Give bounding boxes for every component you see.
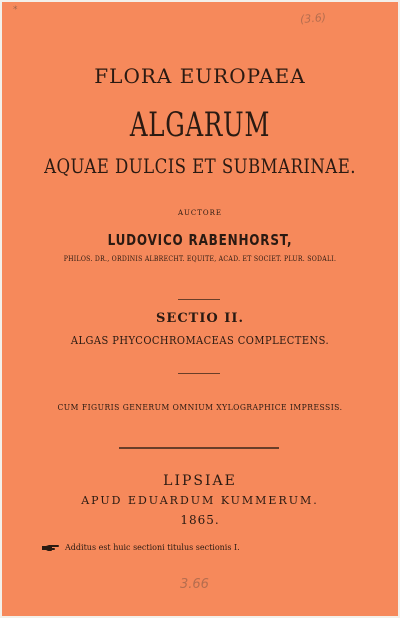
publication-place: LIPSIAE <box>163 473 237 489</box>
figures-note: CUM FIGURIS GENERUM OMNIUM XYLOGRAPHICE IMPRESSIS. <box>57 403 343 412</box>
author-description: PHILOS. DR., ORDINIS ALBRECHT. EQUITE, ACAD. ET SOCIET. PLUR. SODALI. <box>63 255 337 263</box>
divider-rule-1 <box>178 299 220 300</box>
pencil-mark-top-right: (3.6) <box>299 10 327 27</box>
author-name: LUDOVICO RABENHORST, <box>107 231 293 249</box>
pencil-mark-bottom: 3.66 <box>180 577 209 592</box>
divider-rule-2 <box>178 373 220 374</box>
section-title: SECTIO II. <box>156 311 244 326</box>
pointing-hand-icon <box>42 544 59 552</box>
section-description: ALGAS PHYCOCHROMACEAS COMPLECTENS. <box>70 334 330 347</box>
title-line-2: ALGARUM <box>129 105 271 145</box>
divider-rule-3 <box>119 447 279 449</box>
title-page <box>2 2 398 616</box>
auctore-label: AUCTORE <box>177 209 223 217</box>
book-cover-page <box>2 2 398 616</box>
footnote <box>42 543 240 552</box>
pencil-mark-corner: * <box>13 5 18 15</box>
publisher-name: APUD EDUARDUM KUMMERUM. <box>81 494 319 507</box>
publication-year: 1865. <box>180 513 220 527</box>
title-line-3: AQUAE DULCIS ET SUBMARINAE. <box>44 154 356 178</box>
title-line-1: FLORA EUROPAEA <box>94 64 306 88</box>
footnote-text: Additus est huic sectioni titulus sectionis I. <box>65 543 240 552</box>
